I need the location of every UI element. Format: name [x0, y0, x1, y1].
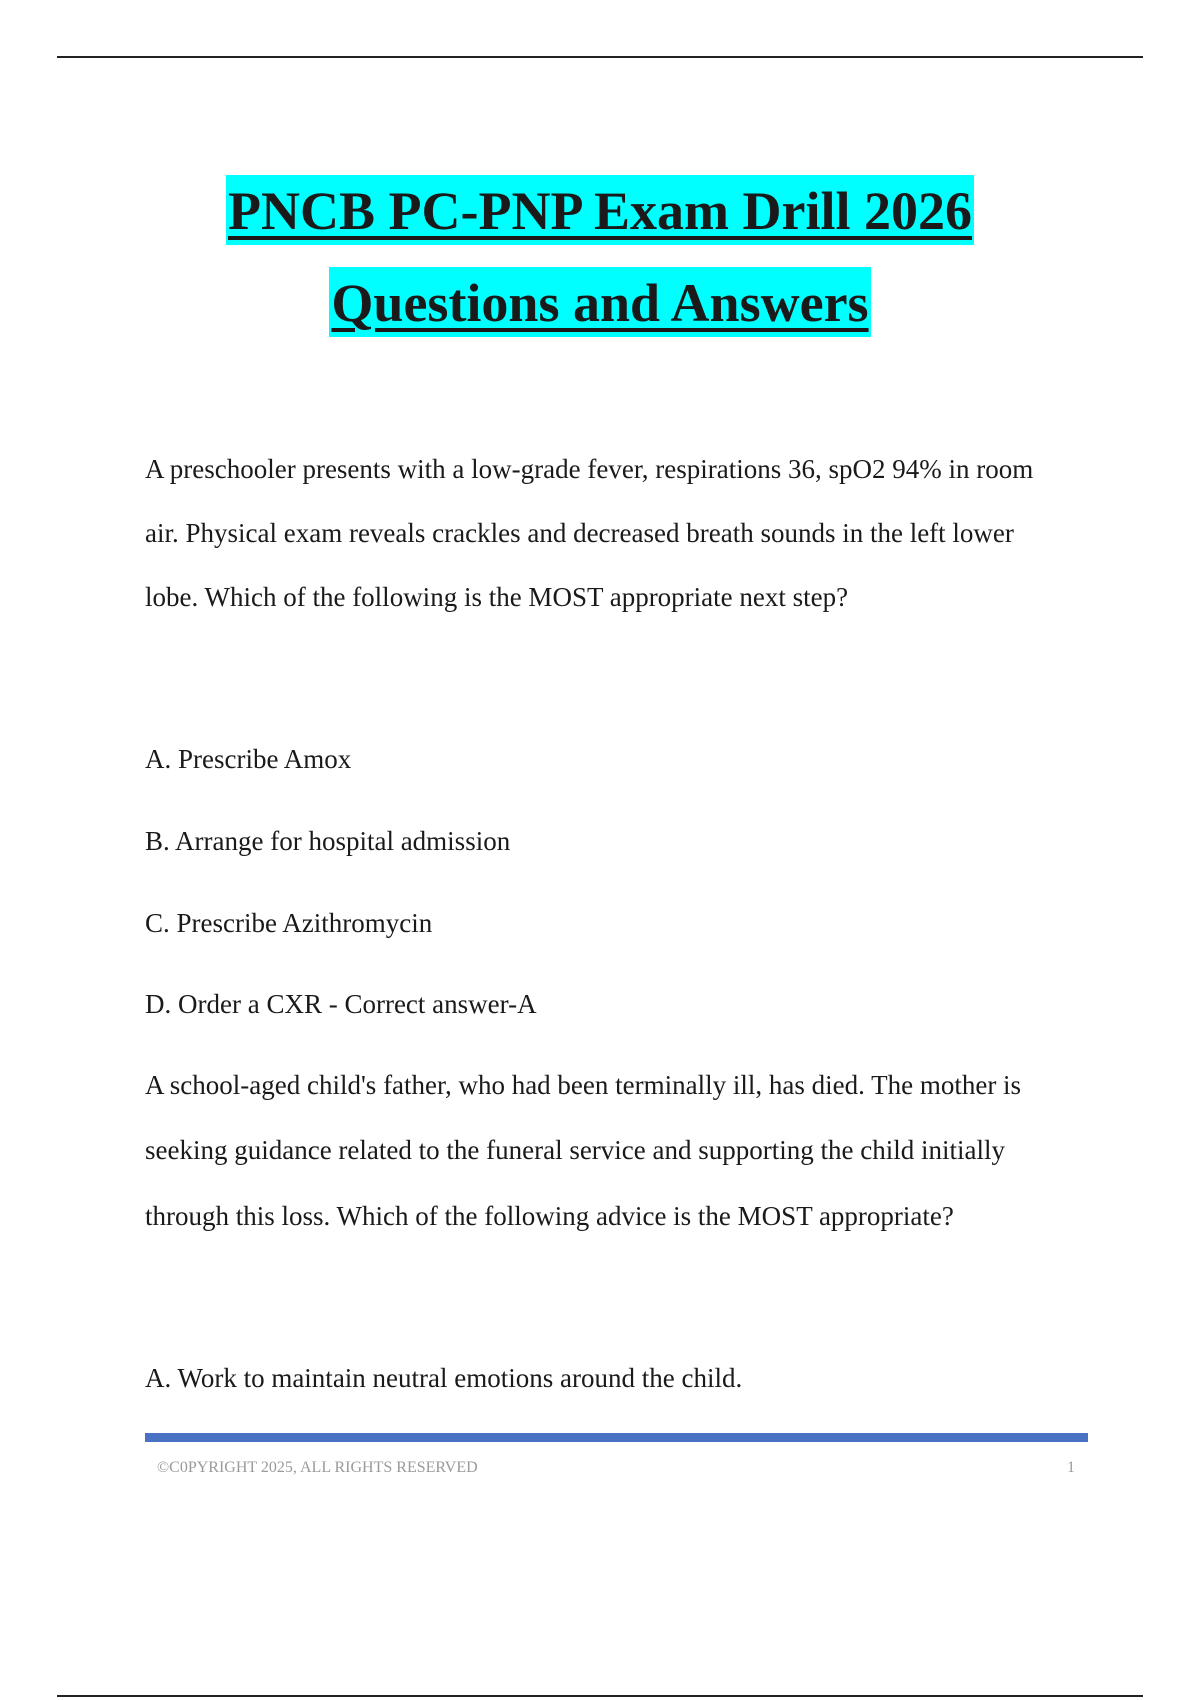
footer-copyright: ©C0PYRIGHT 2025, ALL RIGHTS RESERVED	[157, 1459, 478, 1476]
title-text-1: PNCB PC-PNP Exam Drill 2026	[226, 175, 974, 245]
top-rule	[57, 56, 1143, 58]
question-1-option-d: D. Order a CXR - Correct answer-A	[145, 989, 537, 1019]
question-2-stem-line-2: seeking guidance related to the funeral service and supporting the child initially	[145, 1135, 1005, 1165]
footer-page-number: 1	[1067, 1459, 1075, 1476]
question-1-stem-line-3: lobe. Which of the following is the MOST appropriate next step?	[145, 582, 849, 612]
title-text-2: Questions and Answers	[329, 267, 870, 337]
question-2-option-a: A. Work to maintain neutral emotions around the child.	[145, 1363, 743, 1393]
question-1-option-b: B. Arrange for hospital admission	[145, 826, 511, 856]
question-2-stem-line-1: A school-aged child's father, who had been terminally ill, has died. The mother is	[145, 1070, 1022, 1100]
question-1-stem-line-1: A preschooler presents with a low-grade fever, respirations 36, spO2 94% in room	[145, 454, 1034, 484]
bottom-rule	[57, 1695, 1143, 1697]
question-1-option-c: C. Prescribe Azithromycin	[145, 908, 433, 938]
question-1-stem-line-2: air. Physical exam reveals crackles and decreased breath sounds in the left lower	[145, 518, 1014, 548]
title-line-1	[0, 181, 1200, 241]
title-line-2	[0, 273, 1200, 333]
question-1-option-a: A. Prescribe Amox	[145, 744, 352, 774]
footer-divider	[145, 1433, 1088, 1442]
question-2-stem-line-3: through this loss. Which of the following advice is the MOST appropriate?	[145, 1201, 954, 1231]
